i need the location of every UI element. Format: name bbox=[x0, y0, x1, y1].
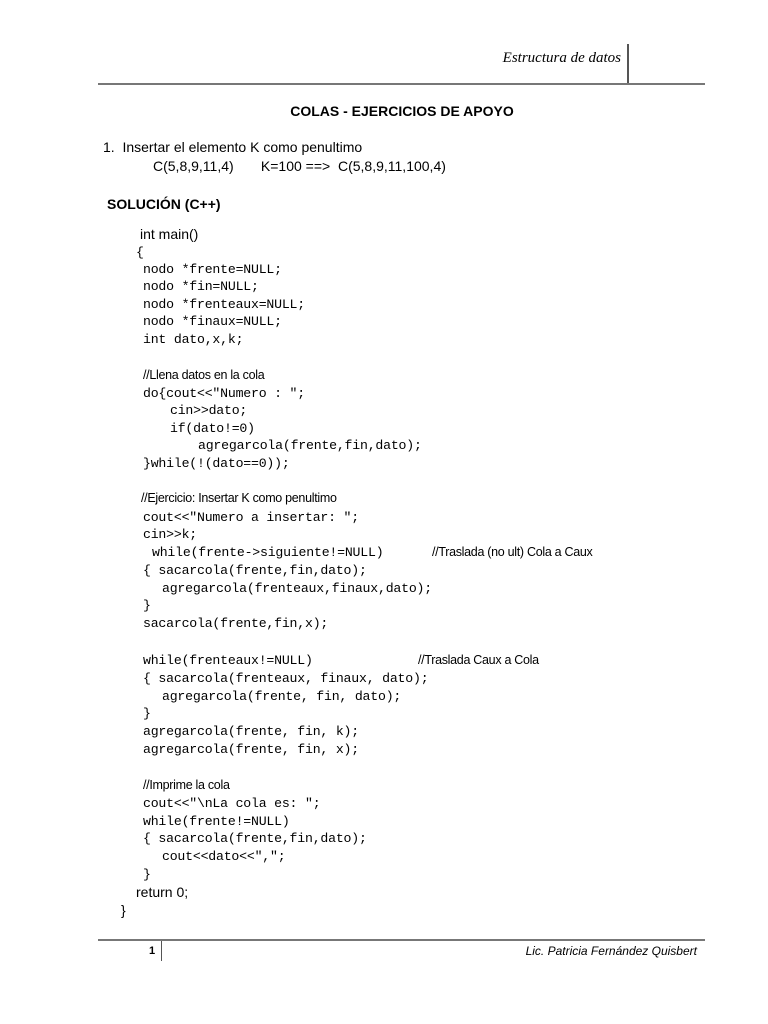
exercise-number: 1. bbox=[103, 139, 115, 155]
code-comment: //Imprime la cola bbox=[143, 778, 230, 792]
code-inline-comment: //Traslada Caux a Cola bbox=[418, 653, 539, 667]
footer-divider bbox=[161, 941, 162, 961]
code-line: nodo *fin=NULL; bbox=[143, 279, 259, 294]
page-number: 1 bbox=[149, 945, 156, 957]
code-line: nodo *frenteaux=NULL; bbox=[143, 297, 305, 312]
header-title: Estructura de datos bbox=[502, 50, 621, 66]
code-line: int main() bbox=[140, 226, 199, 242]
code-line: sacarcola(frente,fin,x); bbox=[143, 616, 329, 631]
code-line: agregarcola(frente, fin, k); bbox=[143, 724, 359, 739]
code-line: { sacarcola(frente,fin,dato); bbox=[143, 831, 367, 846]
code-line: } bbox=[121, 902, 126, 918]
exercise-example: C(5,8,9,11,4) K=100 ==> C(5,8,9,11,100,4) bbox=[153, 158, 446, 174]
code-line: agregarcola(frente, fin, x); bbox=[143, 742, 359, 757]
code-line: while(frente->siguiente!=NULL) bbox=[152, 545, 384, 560]
code-line: while(frente!=NULL) bbox=[143, 814, 290, 829]
code-line: cin>>dato; bbox=[170, 403, 248, 418]
code-line: cout<<"\nLa cola es: "; bbox=[143, 796, 321, 811]
code-comment: //Ejercicio: Insertar K como penultimo bbox=[141, 491, 337, 505]
code-line: } bbox=[143, 867, 151, 882]
solution-heading: SOLUCIÓN (C++) bbox=[107, 196, 221, 212]
exercise-statement-line bbox=[103, 139, 362, 155]
document-title: COLAS - EJERCICIOS DE APOYO bbox=[290, 103, 514, 119]
code-line: { sacarcola(frente,fin,dato); bbox=[143, 563, 367, 578]
code-line: { sacarcola(frenteaux, finaux, dato); bbox=[143, 671, 429, 686]
code-line: return 0; bbox=[136, 884, 189, 900]
code-line: nodo *frente=NULL; bbox=[143, 262, 282, 277]
code-line: if(dato!=0) bbox=[170, 421, 255, 436]
code-line: { bbox=[136, 245, 144, 260]
code-line: nodo *finaux=NULL; bbox=[143, 314, 282, 329]
exercise-statement: Insertar el elemento K como penultimo bbox=[122, 139, 363, 155]
code-line: while(frenteaux!=NULL) bbox=[143, 653, 313, 668]
code-line: cin>>k; bbox=[143, 527, 197, 542]
code-line: agregarcola(frenteaux,finaux,dato); bbox=[162, 581, 432, 596]
code-line: do{cout<<"Numero : "; bbox=[143, 386, 305, 401]
code-line: } bbox=[143, 598, 151, 613]
header-divider bbox=[627, 44, 629, 84]
code-inline-comment: //Traslada (no ult) Cola a Caux bbox=[432, 545, 593, 559]
code-line: agregarcola(frente,fin,dato); bbox=[198, 438, 422, 453]
code-line: } bbox=[143, 706, 151, 721]
code-line: agregarcola(frente, fin, dato); bbox=[162, 689, 402, 704]
header-rule bbox=[98, 83, 705, 85]
code-line: }while(!(dato==0)); bbox=[143, 456, 290, 471]
code-line: int dato,x,k; bbox=[143, 332, 244, 347]
footer-author: Lic. Patricia Fernández Quisbert bbox=[525, 944, 697, 958]
code-line: cout<<dato<<","; bbox=[162, 849, 286, 864]
code-line: cout<<"Numero a insertar: "; bbox=[143, 510, 359, 525]
code-comment: //Llena datos en la cola bbox=[143, 368, 265, 382]
footer-rule bbox=[98, 939, 705, 941]
